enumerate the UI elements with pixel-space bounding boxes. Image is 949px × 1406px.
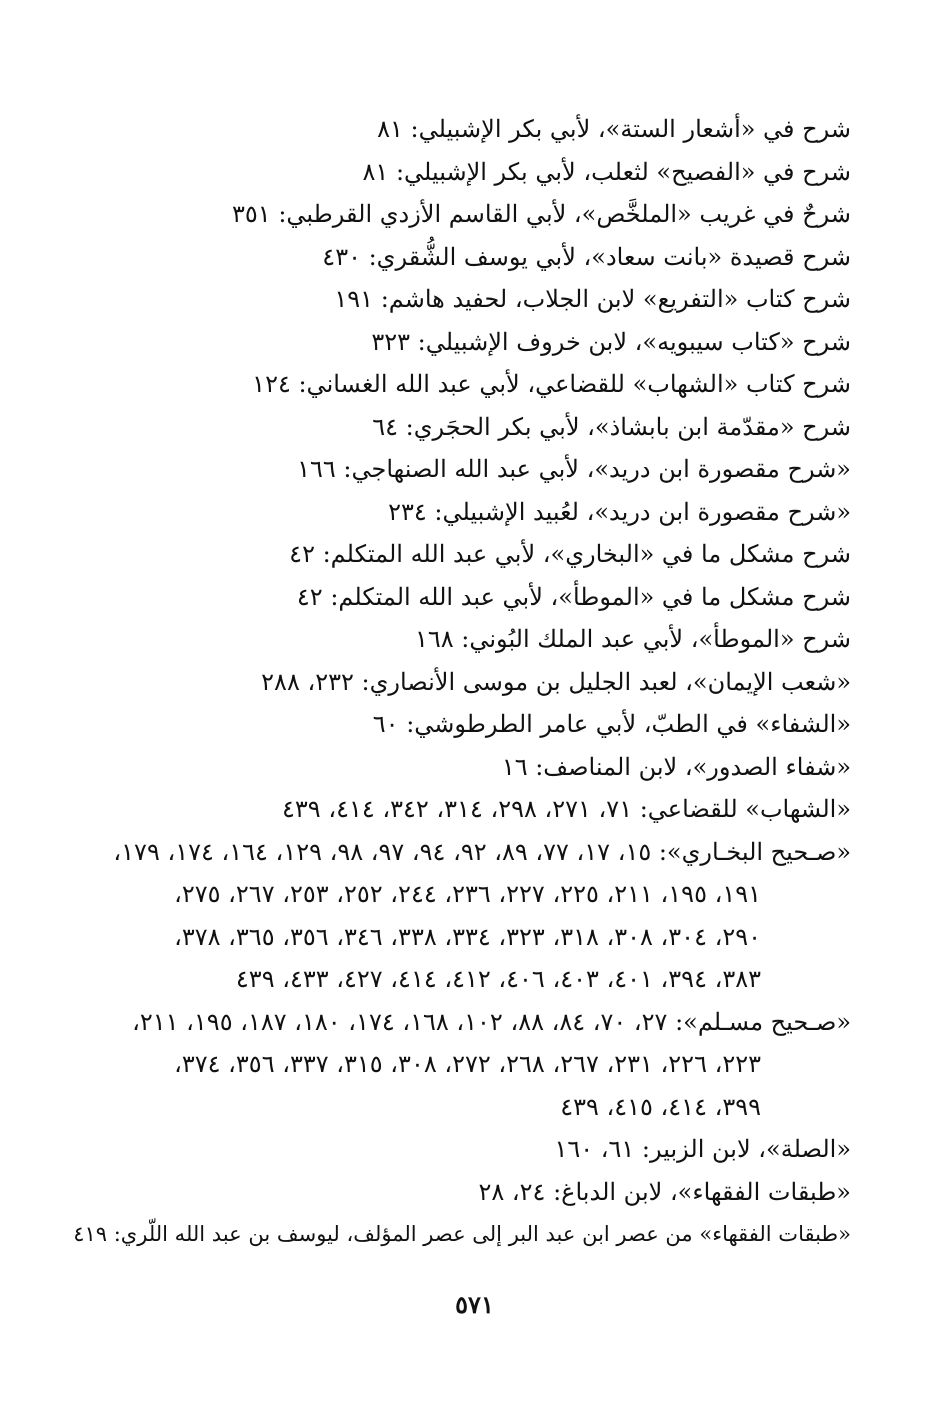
index-entry: شرح كتاب «التفريع» لابن الجلاب، لحفيد هاشم: ١٩١: [334, 285, 851, 313]
index-entry: «شعب الإيمان»، لعبد الجليل بن موسى الأنصاري: ٢٣٢، ٢٨٨: [261, 667, 851, 696]
bukhari-line-4: ٣٨٣، ٣٩٤، ٤٠١، ٤٠٣، ٤٠٦، ٤١٢، ٤١٤، ٤٢٧، ٤٣٣، ٤٣٩: [235, 965, 761, 993]
index-entry: شرح «الموطأ»، لأبي عبد الملك البُوني: ١٦٨: [414, 625, 851, 653]
muslim-line-3: ٣٩٩، ٤١٤، ٤١٥، ٤٣٩: [560, 1092, 761, 1121]
index-entry: شرح كتاب «الشهاب» للقضاعي، لأبي عبد الله الغساني: ١٢٤: [252, 370, 851, 398]
index-entry: «الصلة»، لابن الزبير: ٦١، ١٦٠: [554, 1135, 851, 1163]
index-entry: شرح في «أشعار الستة»، لأبي بكر الإشبيلي: ٨١: [377, 115, 851, 143]
index-entry: شرح «مقدّمة ابن بابشاذ»، لأبي بكر الحجَري: ٦٤: [372, 412, 851, 441]
index-entry: «شفاء الصدور»، لابن المناصف: ١٦: [501, 752, 851, 781]
index-entry: «طبقات الفقهاء» من عصر ابن عبد البر إلى عصر المؤلف، ليوسف بن عبد الله اللّري: ٤١٩: [73, 1222, 851, 1246]
index-entry: «الشهاب» للقضاعي: ٧١، ٢٧١، ٢٩٨، ٣١٤، ٣٤٢، ٤١٤، ٤٣٩: [282, 795, 851, 823]
index-page: [70, 108, 851, 1256]
index-entry: «شرح مقصورة ابن دريد»، لأبي عبد الله الصنهاجي: ١٦٦: [297, 455, 851, 483]
muslim-line-2: ٢٢٣، ٢٢٦، ٢٣١، ٢٦٧، ٢٦٨، ٢٧٢، ٣٠٨، ٣١٥، ٣٣٧، ٣٥٦، ٣٧٤،: [174, 1050, 761, 1078]
bukhari-line-3: ٢٩٠، ٣٠٤، ٣٠٨، ٣١٨، ٣٢٣، ٣٣٤، ٣٣٨، ٣٤٦، ٣٥٦، ٣٦٥، ٣٧٨،: [174, 922, 761, 951]
index-entry: شرح «كتاب سيبويه»، لابن خروف الإشبيلي: ٣٢٣: [371, 327, 851, 356]
bukhari-line-2: ١٩١، ١٩٥، ٢١١، ٢٢٥، ٢٢٧، ٢٣٦، ٢٤٤، ٢٥٢، ٢٥٣، ٢٦٧، ٢٧٥،: [174, 880, 761, 908]
index-entry: شرح مشكل ما في «الموطأ»، لأبي عبد الله المتكلم: ٤٢: [296, 582, 851, 611]
page-number: ٥٧١: [455, 1290, 494, 1319]
index-entry: «شرح مقصورة ابن دريد»، لعُبيد الإشبيلي: ٢٣٤: [388, 497, 851, 526]
bukhari-line-1: «صـحيح البخـاري»: ١٥، ١٧، ٧٧، ٨٩، ٩٢، ٩٤، ٩٧، ٩٨، ١٢٩، ١٦٤، ١٧٤، ١٧٩،: [113, 837, 851, 866]
index-entry: «طبقات الفقهاء»، لابن الدباغ: ٢٤، ٢٨: [478, 1177, 851, 1206]
index-entry: شرحٌ في غريب «الملخَّص»، لأبي القاسم الأزدي القرطبي: ٣٥١: [232, 200, 851, 228]
index-entry: شرح في «الفصيح» لثعلب، لأبي بكر الإشبيلي: ٨١: [362, 157, 851, 186]
index-entry: شرح قصيدة «بانت سعاد»، لأبي يوسف الشُّقري: ٤٣٠: [322, 242, 851, 271]
index-entry-muslim: [70, 1001, 851, 1129]
muslim-line-1: «صـحيح مسـلم»: ٢٧، ٧٠، ٨٤، ٨٨، ١٠٢، ١٦٨، ١٧٤، ١٨٠، ١٨٧، ١٩٥، ٢١١،: [132, 1007, 851, 1036]
index-entry: «الشفاء» في الطبّ، لأبي عامر الطرطوشي: ٦٠: [372, 710, 851, 738]
index-entry: شرح مشكل ما في «البخاري»، لأبي عبد الله المتكلم: ٤٢: [289, 540, 851, 568]
index-entry-bukhari: [70, 831, 851, 1001]
